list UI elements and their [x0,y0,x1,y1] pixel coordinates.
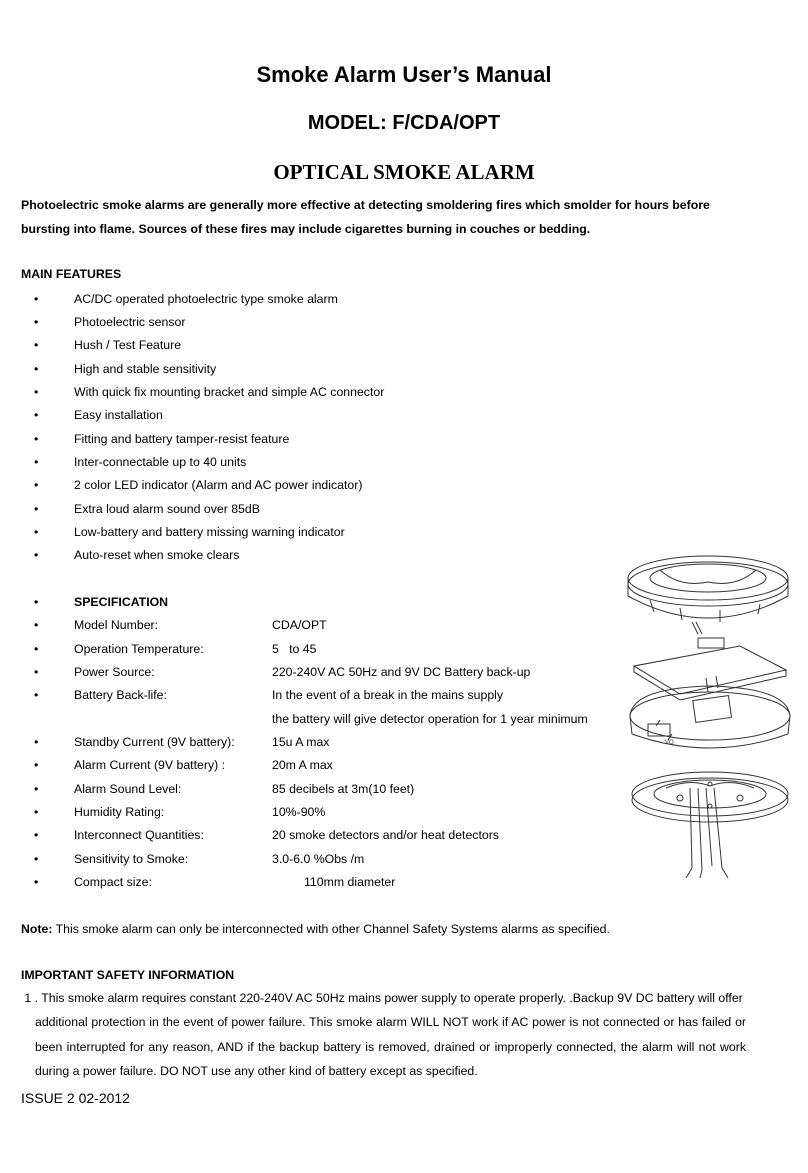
manual-title: Smoke Alarm User’s Manual [256,62,552,87]
smoke-alarm-diagram [620,548,804,878]
spec-label: Interconnect Quantities: [74,828,204,842]
bullet-icon: • [34,502,39,516]
bullet-icon: • [34,292,39,306]
spec-value: 3.0-6.0 %Obs /m [272,852,365,866]
feature-item: High and stable sensitivity [74,362,217,376]
spec-value: 220-240V AC 50Hz and 9V DC Battery back-up [272,665,531,679]
bullet-icon: • [34,782,39,796]
spec-value: 15u A max [272,735,330,749]
safety-item-1 [21,986,746,1083]
spec-label: Sensitivity to Smoke: [74,852,189,866]
spec-label: Humidity Rating: [74,805,165,819]
feature-item: Photoelectric sensor [74,315,186,329]
bullet-icon: • [34,805,39,819]
feature-item: Easy installation [74,408,163,422]
bullet-icon: • [34,735,39,749]
issue-footer: ISSUE 2 02-2012 [21,1090,130,1106]
spec-label: Model Number: [74,618,159,632]
spec-label: Alarm Current (9V battery) : [74,758,226,772]
spec-value: CDA/OPT [272,618,327,632]
spec-label: Compact size: [74,875,152,889]
bullet-icon: • [34,642,39,656]
feature-item: Low-battery and battery missing warning indicator [74,525,345,539]
note-text: This smoke alarm can only be interconnected with other Channel Safety Systems alarms as specified. [52,922,610,936]
spec-value: 110mm diameter [304,875,396,889]
main-features-heading: MAIN FEATURES [21,267,122,281]
safety-item-1-rest: additional protection in the event of power failure. This smoke alarm WILL NOT work if AC power is not connected or has failed or been interrupted for any reason, AND if the backup battery is removed, drained or improperly connected, the alarm will not work during a power failure. DO NOT use any other kind of battery except as specified. [35,1015,746,1078]
bullet-icon: • [34,408,39,422]
spec-label: Battery Back-life: [74,688,167,702]
spec-value: 10%-90% [272,805,326,819]
note-label: Note: [21,922,53,936]
feature-item: Extra loud alarm sound over 85dB [74,502,260,516]
bullet-icon: • [34,852,39,866]
bullet-icon: • [34,875,39,889]
spec-label: Power Source: [74,665,155,679]
bullet-icon: • [34,618,39,632]
bullet-icon: • [34,548,39,562]
feature-item: 2 color LED indicator (Alarm and AC power indicator) [74,478,363,492]
specification-heading: SPECIFICATION [74,595,169,609]
spec-value: 85 decibels at 3m(10 feet) [272,782,415,796]
bullet-icon: • [34,362,39,376]
bullet-icon: • [34,385,39,399]
bullet-icon: • [34,758,39,772]
spec-label: Operation Temperature: [74,642,204,656]
bullet-icon: • [34,595,39,609]
svg-text:VQ: VQ [665,740,674,746]
feature-item: AC/DC operated photoelectric type smoke alarm [74,292,338,306]
bullet-icon: • [34,315,39,329]
product-subtitle: OPTICAL SMOKE ALARM [273,160,535,184]
bullet-icon: • [34,432,39,446]
feature-item: Hush / Test Feature [74,338,182,352]
bullet-icon: • [34,455,39,469]
note-paragraph [21,922,610,936]
spec-value: 20 smoke detectors and/or heat detectors [272,828,499,842]
feature-item: With quick fix mounting bracket and simple AC connector [74,385,385,399]
bullet-icon: • [34,688,39,702]
spec-value-continued: the battery will give detector operation for 1 year minimum [272,712,588,726]
spec-value: 20m A max [272,758,333,772]
bullet-icon: • [34,525,39,539]
spec-label: Alarm Sound Level: [74,782,182,796]
model-heading: MODEL: F/CDA/OPT [307,112,501,134]
feature-item: Auto-reset when smoke clears [74,548,240,562]
spec-value: 5 to 45 [272,642,317,656]
safety-heading: IMPORTANT SAFETY INFORMATION [21,968,235,982]
bullet-icon: • [34,828,39,842]
intro-paragraph: Photoelectric smoke alarms are generally more effective at detecting smoldering fires which smolder for hours before bursting into flame. Sources of these fires may include cigarettes burning in couches or bedding. [21,198,710,236]
feature-item: Inter-connectable up to 40 units [74,455,247,469]
bullet-icon: • [34,478,39,492]
bullet-icon: • [34,338,39,352]
spec-value: In the event of a break in the mains supply [272,688,504,702]
safety-item-1-first-line: 1 . This smoke alarm requires constant 220-240V AC 50Hz mains power supply to operate properly. .Backup 9V DC battery will offer [21,991,743,1005]
feature-item: Fitting and battery tamper-resist feature [74,432,290,446]
spec-label: Standby Current (9V battery): [74,735,235,749]
bullet-icon: • [34,665,39,679]
